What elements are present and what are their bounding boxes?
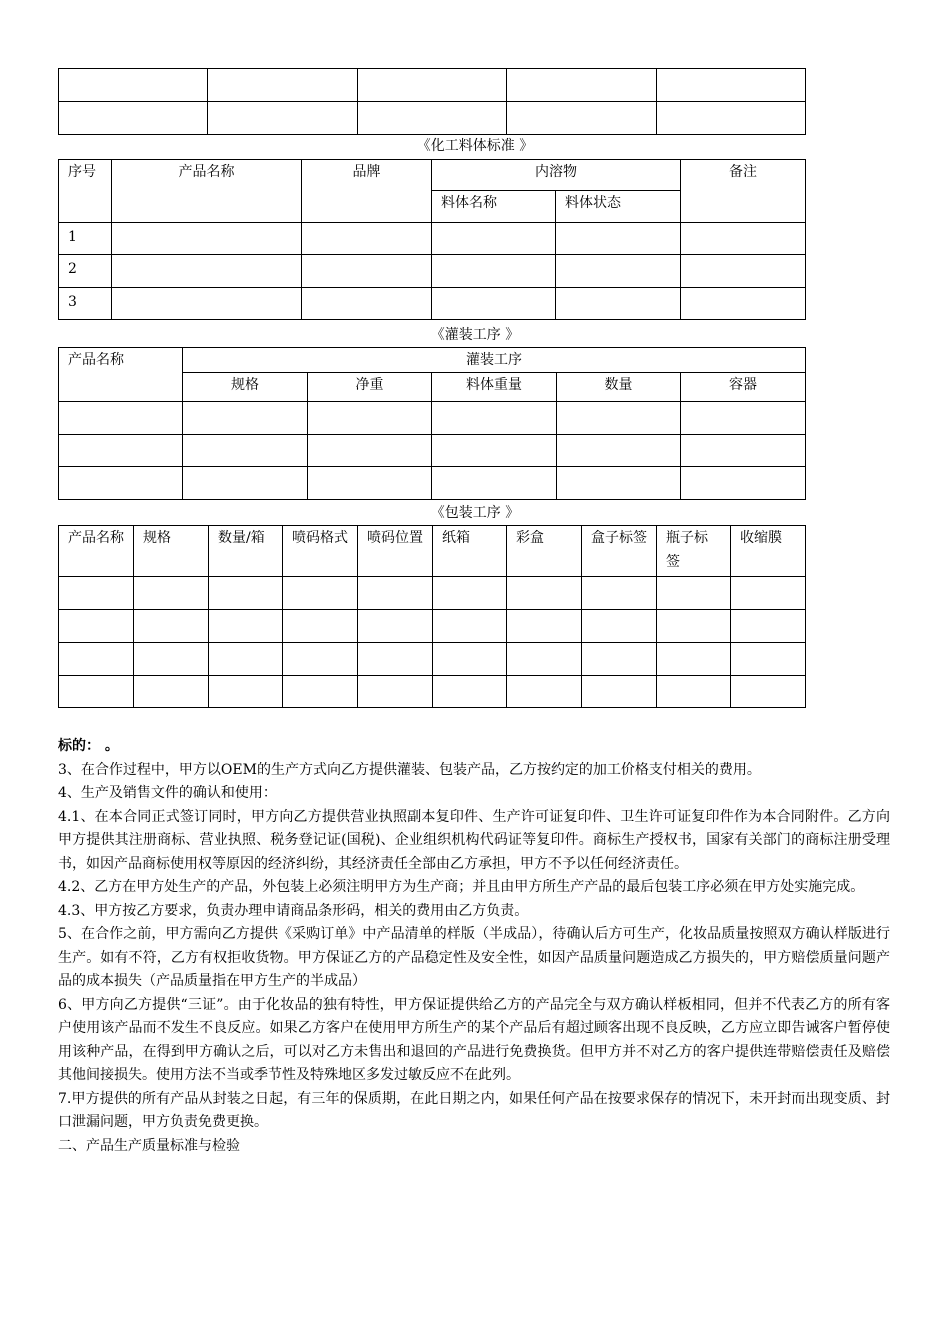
header-product-name: 产品名称 (59, 526, 134, 577)
subheader-container: 容器 (681, 373, 806, 402)
subheader-material-name: 料体名称 (432, 191, 556, 223)
header-spec: 规格 (134, 526, 209, 577)
subject-line: 标的： 。 (58, 738, 119, 754)
table-row (59, 69, 806, 102)
table-row (59, 676, 806, 708)
table-row (59, 223, 806, 255)
header-code-position: 喷码位置 (358, 526, 433, 577)
header-qty-per-box: 数量/箱 (209, 526, 283, 577)
fill-caption: 《灌装工序 》 (430, 327, 520, 343)
header-seq: 序号 (59, 160, 112, 223)
header-brand: 品牌 (302, 160, 432, 223)
clause-4-1: 4.1、在本合同正式签订同时，甲方向乙方提供营业执照副本复印件、生产许可证复印件、卫生许可证复印件作为本合同附件。乙方向甲方提供其注册商标、营业执照、税务登记证(国税)、企业组织机构代码证等复印件。商标生产授权书，国家有关部门的商标注册受理书，如因产品商标使用权等原因的经济纠纷，其经济责任全部由乙方承担，甲方不予以任何经济责任。 (58, 808, 890, 872)
table-row (59, 610, 806, 643)
header-fill-process: 灌装工序 (183, 348, 806, 373)
table-row (59, 643, 806, 676)
header-box-label: 盒子标签 (582, 526, 657, 577)
header-content: 内溶物 (432, 160, 681, 191)
header-shrink-film: 收缩膜 (731, 526, 806, 577)
clause-3: 3、在合作过程中，甲方以OEM的生产方式向乙方提供灌装、包装产品，乙方按约定的加工价格支付相关的费用。 (58, 761, 761, 778)
subheader-net-weight: 净重 (308, 373, 432, 402)
clause-4: 4、生产及销售文件的确认和使用： (58, 785, 277, 801)
subheader-material-weight: 料体重量 (432, 373, 557, 402)
clause-7: 7.甲方提供的所有产品从封装之日起，有三年的保质期，在此日期之内，如果任何产品在按要求保存的情况下，未开封而出现变质、封口泄漏问题，甲方负责免费更换。 (58, 1090, 890, 1130)
pack-caption: 《包装工序 》 (430, 505, 520, 521)
table-row (59, 577, 806, 610)
section-heading: 二、产品生产质量标准与检验 (58, 1137, 240, 1154)
contract-body (58, 735, 890, 1158)
row-seq: 2 (59, 255, 112, 288)
header-remark: 备注 (681, 160, 806, 223)
subheader-quantity: 数量 (557, 373, 681, 402)
header-product-name: 产品名称 (59, 348, 183, 402)
clause-4-2: 4.2、乙方在甲方处生产的产品，外包装上必须注明甲方为生产商；并且由甲方所生产产品的最后包装工序必须在甲方处实施完成。 (58, 879, 865, 895)
pack-table (58, 525, 806, 708)
header-color-box: 彩盒 (507, 526, 582, 577)
subheader-spec: 规格 (183, 373, 308, 402)
clause-4-3: 4.3、甲方按乙方要求，负责办理申请商品条形码，相关的费用由乙方负责。 (58, 902, 529, 919)
subheader-material-state: 料体状态 (556, 191, 681, 223)
chem-table (58, 159, 806, 320)
clause-6: 6、甲方向乙方提供“三证”。由于化妆品的独有特性，甲方保证提供给乙方的产品完全与双方确认样板相同，但并不代表乙方的所有客户使用该产品而不发生不良反应。如果乙方客户在使用甲方所生产的某个产品后有超过顾客出现不良反映，乙方应立即告诫客户暂停使用该种产品，在得到甲方确认之后，可以对乙方未售出和退回的产品进行免费换货。但甲方并不对乙方的客户提供连带赔偿责任及赔偿其他间接损失。使用方法不当或季节性及特殊地区多发过敏反应不在此列。 (58, 996, 890, 1083)
top-continuation-table (58, 68, 806, 135)
header-code-format: 喷码格式 (283, 526, 358, 577)
table-row (59, 435, 806, 467)
table-row (59, 288, 806, 320)
fill-table (58, 347, 806, 500)
header-bottle-label: 瓶子标签 (657, 526, 731, 577)
header-product-name: 产品名称 (112, 160, 302, 223)
table-row (59, 255, 806, 288)
chem-caption: 《化工料体标准 》 (416, 138, 534, 154)
row-seq: 1 (59, 223, 112, 255)
clause-5: 5、在合作之前，甲方需向乙方提供《采购订单》中产品清单的样版（半成品），待确认后方可生产，化妆品质量按照双方确认样版进行生产。如有不符，乙方有权拒收货物。甲方保证乙方的产品稳定性及安全性，如因产品质量问题造成乙方损失的，甲方赔偿质量问题产品的成本损失（产品质量指在甲方生产的半成品） (58, 926, 890, 989)
table-row (59, 467, 806, 500)
row-seq: 3 (59, 288, 112, 320)
header-carton: 纸箱 (433, 526, 507, 577)
table-row (59, 402, 806, 435)
table-row (59, 102, 806, 135)
